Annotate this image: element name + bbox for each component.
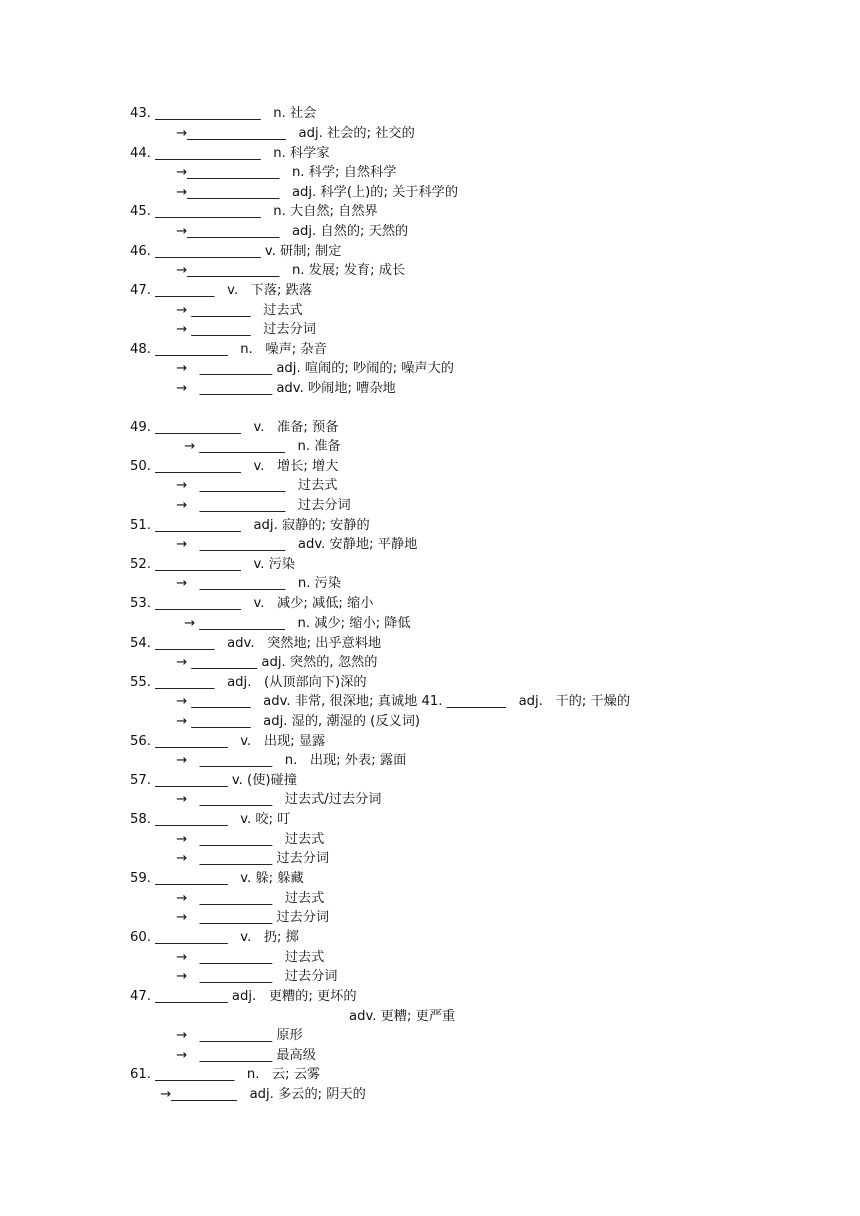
item-59: 59. ___________ v. 躲; 躲藏: [130, 871, 304, 886]
item-56: 56. ___________ v. 出现; 显露: [130, 734, 326, 749]
item-50: 50. _____________ v. 增长; 增大: [130, 459, 339, 474]
item-48: 48. ___________ n. 噪声; 杂音: [130, 342, 327, 357]
item-47-past: → _________ 过去式: [176, 303, 303, 318]
item-48-derivative: → ___________ adj. 喧闹的; 吵闹的; 噪声大的: [176, 361, 454, 376]
item-59-past: → ___________ 过去式: [176, 891, 325, 906]
item-53-derivative: → _____________ n. 减少; 缩小; 降低: [184, 616, 411, 631]
item-50-past: → _____________ 过去式: [176, 478, 338, 493]
item-51: 51. _____________ adj. 寂静的; 安静的: [130, 518, 370, 533]
item-46: 46. ________________ v. 研制; 制定: [130, 244, 342, 259]
item-43-derivative: →_______________ adj. 社会的; 社交的: [176, 126, 415, 141]
item-52: 52. _____________ v. 污染: [130, 557, 295, 572]
item-51-derivative: → _____________ adv. 安静地; 平静地: [176, 537, 418, 552]
item-60-participle: → ___________ 过去分词: [176, 969, 338, 984]
item-55-derivative: → _________ adv. 非常, 很深地; 真诚地 41. _________ adj. 干的; 干燥的: [176, 694, 631, 709]
item-47-participle: → _________ 过去分词: [176, 322, 316, 337]
item-53: 53. _____________ v. 减少; 减低; 缩小: [130, 596, 374, 611]
item-47b: 47. ___________ adj. 更糟的; 更坏的: [130, 989, 357, 1004]
item-47b-base: → ___________ 原形: [176, 1028, 303, 1043]
item-45: 45. ________________ n. 大自然; 自然界: [130, 204, 378, 219]
item-49-derivative: → _____________ n. 准备: [184, 439, 341, 454]
item-47b-adverb: adv. 更糟; 更严重: [349, 1009, 456, 1024]
item-55: 55. _________ adj. (从顶部向下)深的: [130, 675, 367, 690]
item-57: 57. ___________ v. (使)碰撞: [130, 773, 297, 788]
item-60: 60. ___________ v. 扔; 掷: [130, 930, 299, 945]
item-49: 49. _____________ v. 准备; 预备: [130, 420, 339, 435]
item-44-derivative: →______________ adj. 科学(上)的; 关于科学的: [176, 185, 459, 200]
item-61-derivative: →__________ adj. 多云的; 阴天的: [160, 1087, 366, 1102]
item-43: 43. ________________ n. 社会: [130, 106, 317, 121]
item-59-participle: → ___________ 过去分词: [176, 910, 330, 925]
item-57-past: → ___________ 过去式/过去分词: [176, 792, 382, 807]
item-46-derivative: →______________ n. 发展; 发育; 成长: [176, 263, 406, 278]
item-44-derivative: →______________ n. 科学; 自然科学: [176, 165, 397, 180]
item-60-past: → ___________ 过去式: [176, 950, 325, 965]
item-45-derivative: →______________ adj. 自然的; 天然的: [176, 224, 409, 239]
item-61: 61. ____________ n. 云; 云雾: [130, 1067, 321, 1082]
item-44: 44. ________________ n. 科学家: [130, 146, 330, 161]
item-58: 58. ___________ v. 咬; 叮: [130, 812, 291, 827]
item-52-derivative: → _____________ n. 污染: [176, 576, 342, 591]
item-48-derivative: → ___________ adv. 吵闹地; 嘈杂地: [176, 381, 396, 396]
item-50-participle: → _____________ 过去分词: [176, 498, 351, 513]
item-54: 54. _________ adv. 突然地; 出乎意料地: [130, 636, 382, 651]
item-58-past: → ___________ 过去式: [176, 832, 325, 847]
item-54-derivative: → __________ adj. 突然的, 忽然的: [176, 655, 378, 670]
item-47b-superlative: → ___________ 最高级: [176, 1048, 316, 1063]
item-58-participle: → ___________ 过去分词: [176, 851, 330, 866]
item-47: 47. _________ v. 下落; 跌落: [130, 283, 313, 298]
item-55-antonym: → _________ adj. 湿的, 潮湿的 (反义词): [176, 714, 421, 729]
item-56-derivative: → ___________ n. 出现; 外表; 露面: [176, 753, 407, 768]
